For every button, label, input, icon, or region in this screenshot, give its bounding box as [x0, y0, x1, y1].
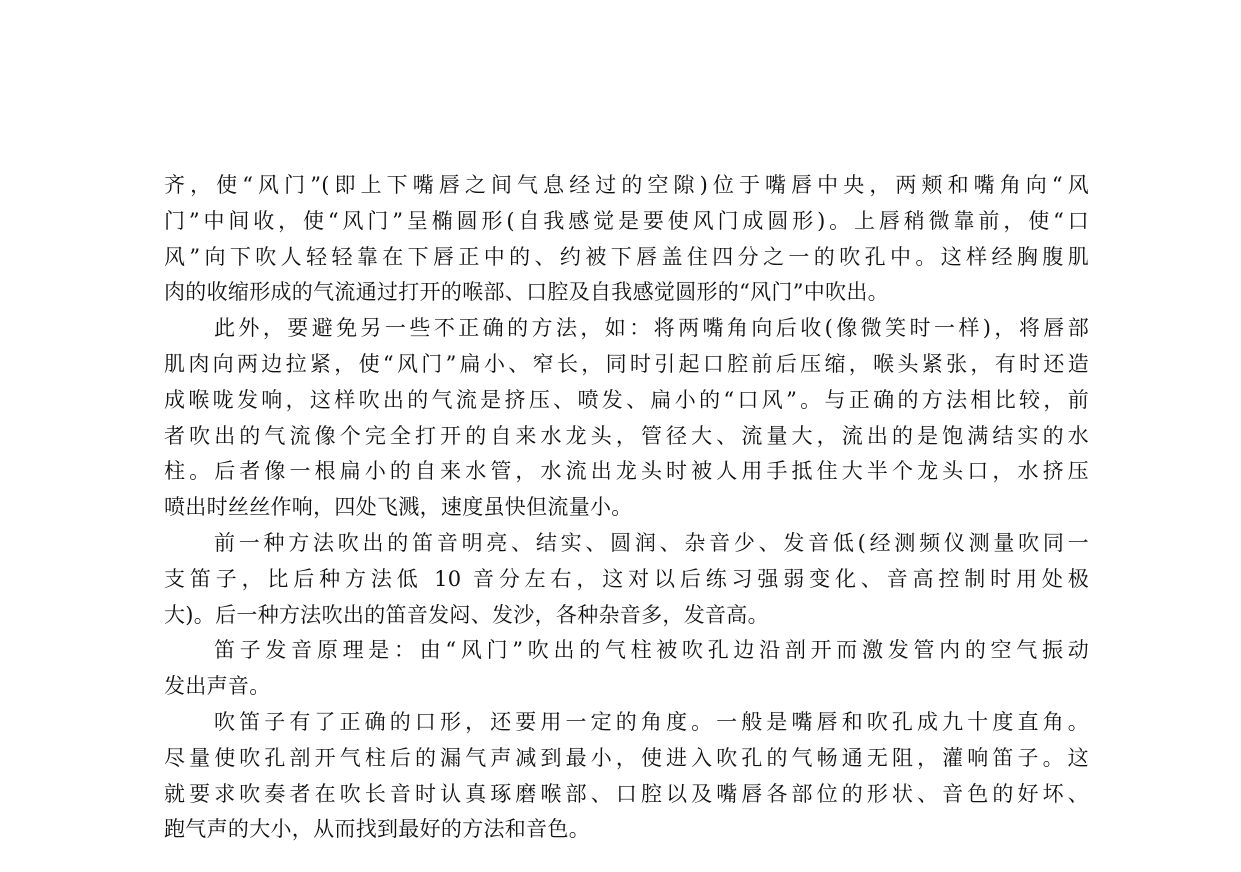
- text-line: 风”向下吹人轻轻靠在下唇正中的、约被下唇盖住四分之一的吹孔中。这样经胸腹肌: [164, 244, 1089, 269]
- text-line: 柱。后者像一根扁小的自来水管，水流出龙头时被人用手抵住大半个龙头口，水挤压: [164, 459, 1089, 484]
- text-line: 门”中间收，使“风门”呈椭圆形(自我感觉是要使风门成圆形)。上唇稍微靠前，使“口: [164, 208, 1089, 233]
- text-line: 发出声音。: [164, 674, 271, 699]
- text-line: 齐，使“风门”(即上下嘴唇之间气息经过的空隙)位于嘴唇中央，两颊和嘴角向“风: [164, 173, 1089, 197]
- text-line: 就要求吹奏者在吹长音时认真琢磨喉部、口腔以及嘴唇各部位的形状、音色的好坏、: [164, 781, 1089, 806]
- text-line: 尽量使吹孔剖开气柱后的漏气声减到最小，使进入吹孔的气畅通无阻，灌响笛子。这: [164, 745, 1089, 770]
- body-text: [164, 168, 1089, 848]
- text-line: 大)。后一种方法吹出的笛音发闷、发沙，各种杂音多，发音高。: [164, 602, 769, 627]
- paragraph-first-line: 此外，要避免另一些不正确的方法，如：将两嘴角向后收(像微笑时一样)，将唇部: [214, 316, 1089, 341]
- text-line: 支笛子，比后种方法低 10 音分左右，这对以后练习强弱变化、音高控制时用处极: [164, 566, 1089, 591]
- paragraph-first-line: 笛子发音原理是：由“风门”吹出的气柱被吹孔边沿剖开而激发管内的空气振动: [214, 638, 1089, 663]
- text-line: 跑气声的大小，从而找到最好的方法和音色。: [164, 817, 590, 842]
- text-line: 肉的收缩形成的气流通过打开的喉部、口腔及自我感觉圆形的“风门”中吹出。: [164, 280, 889, 305]
- text-line: 喷出时丝丝作响，四处飞溅，速度虽快但流量小。: [164, 495, 633, 520]
- text-line: 者吹出的气流像个完全打开的自来水龙头，管径大、流量大，流出的是饱满结实的水: [164, 423, 1089, 448]
- paragraph-first-line: 前一种方法吹出的笛音明亮、结实、圆润、杂音少、发音低(经测频仪测量吹同一: [214, 530, 1089, 555]
- text-line: 成喉咙发响，这样吹出的气流是挤压、喷发、扁小的“口风”。与正确的方法相比较，前: [164, 387, 1089, 412]
- text-line: 肌肉向两边拉紧，使“风门”扁小、窄长，同时引起口腔前后压缩，喉头紧张，有时还造: [164, 351, 1089, 376]
- paragraph-first-line: 吹笛子有了正确的口形，还要用一定的角度。一般是嘴唇和吹孔成九十度直角。: [214, 709, 1089, 734]
